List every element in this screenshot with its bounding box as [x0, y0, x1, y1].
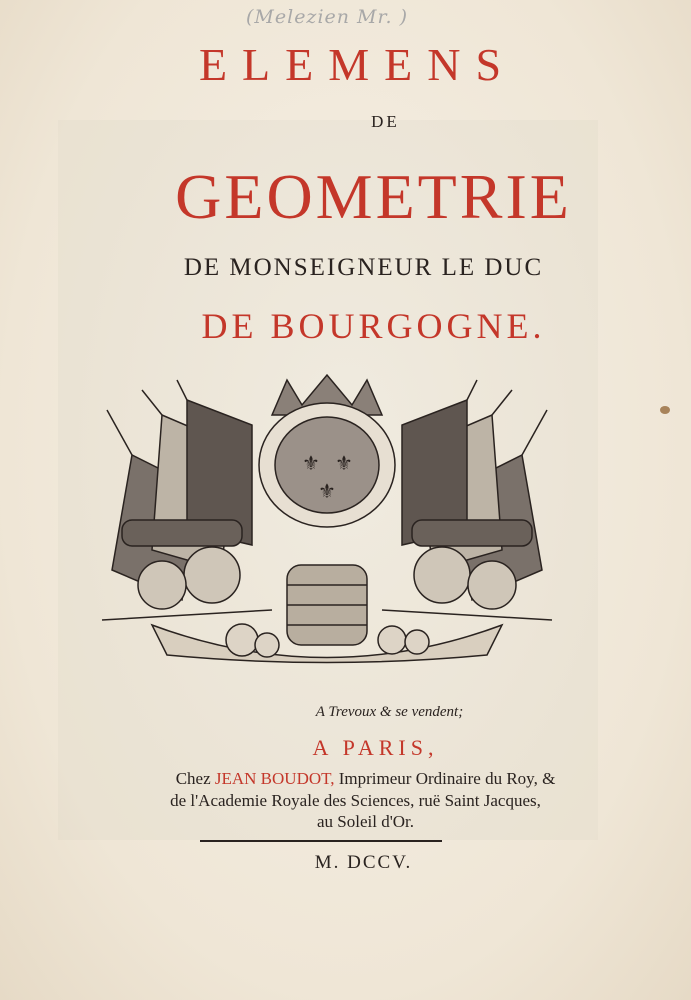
divider-rule — [200, 840, 442, 842]
svg-text:⚜: ⚜ — [318, 479, 336, 503]
title-line-geometrie: GEOMETRIE — [175, 161, 572, 232]
paper-stain — [660, 406, 670, 414]
imprint-chez: Chez — [175, 769, 211, 788]
svg-text:⚜: ⚜ — [302, 451, 320, 475]
imprint-trevoux: A Trevoux & se vendent; — [315, 704, 464, 720]
imprint-sign: au Soleil d'Or. — [316, 812, 415, 831]
title-line-monseigneur: DE MONSEIGNEUR LE DUC — [183, 254, 544, 281]
title-line-elemens: ELEMENS — [198, 39, 517, 90]
handwritten-annotation: (Melezien Mr. ) — [246, 6, 408, 28]
imprint-city: A PARIS, — [312, 735, 439, 760]
imprint-academy: de l'Academie Royale des Sciences, ruë Saint Jacques, — [170, 791, 541, 810]
title-line-bourgogne: DE BOURGOGNE. — [201, 306, 546, 346]
imprint-printer-line — [0, 769, 691, 789]
imprint-printer-name: JEAN BOUDOT, — [214, 769, 335, 788]
royal-trophy-engraving-icon — [92, 370, 562, 685]
publication-date: M. DCCV. — [314, 852, 413, 873]
imprint-printer-title: Imprimeur Ordinaire du Roy, & — [338, 769, 556, 788]
svg-text:⚜: ⚜ — [335, 451, 353, 475]
title-line-de: DE — [371, 112, 400, 131]
